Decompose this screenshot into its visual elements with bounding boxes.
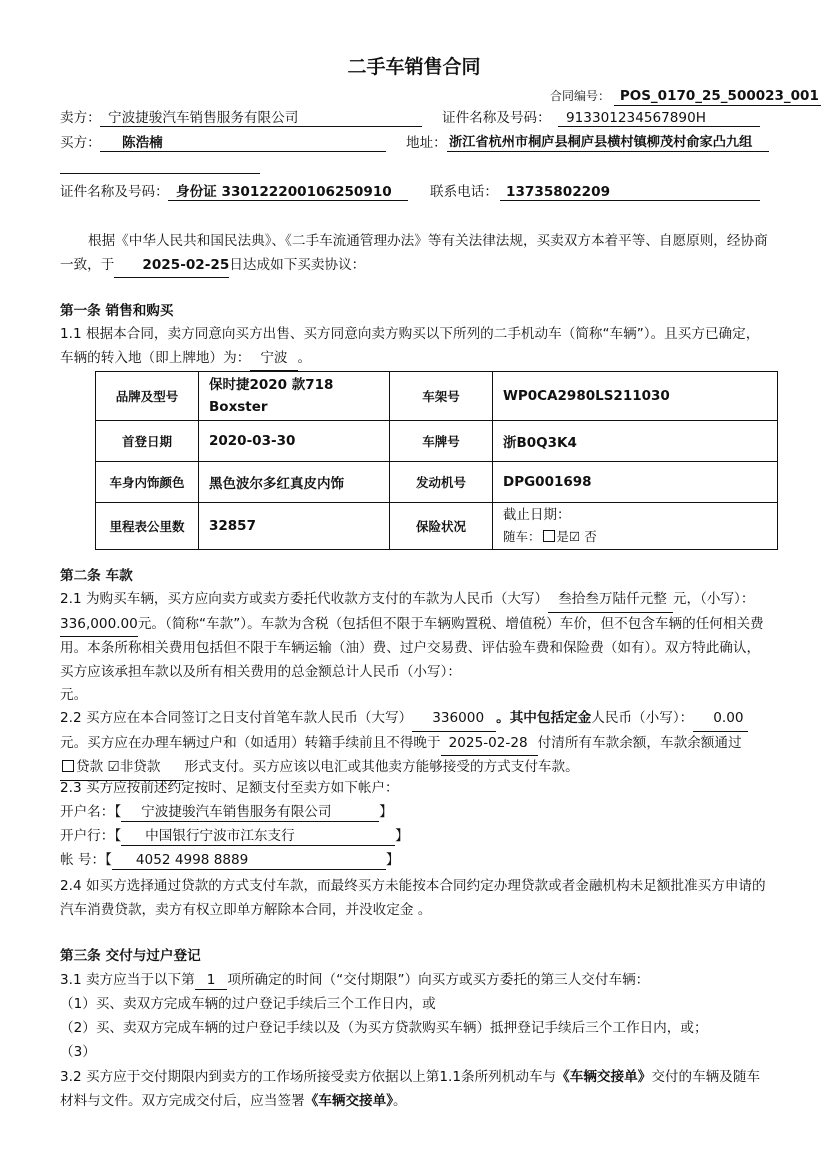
- engine-label: 发动机号: [390, 462, 493, 503]
- handover-form-ref-2: 《车辆交接单》: [304, 1092, 394, 1109]
- buyer-phone: 13735802209: [506, 184, 611, 200]
- article-3-2-text-e: 。: [393, 1092, 407, 1109]
- price-uppercase: 叁拾叁万陆仟元整: [548, 588, 673, 613]
- handover-form-ref-1: 《车辆交接单》: [556, 1069, 652, 1085]
- mileage-label: 里程表公里数: [96, 503, 199, 550]
- non-loan-label: 非贷款: [119, 759, 161, 775]
- account-number: 4052 4998 8889: [112, 851, 386, 870]
- account-name: 宁波捷骏汽车销售服务有限公司: [121, 803, 379, 822]
- plate-label: 车牌号: [390, 421, 493, 462]
- delivery-option-2: （2）买、卖双方完成车辆的过户登记手续以及（为买方贷款购买车辆）抵押登记手续后三个工作日内，或；: [60, 1020, 708, 1036]
- account-bank-row: [60, 827, 409, 846]
- buyer-name: 陈浩楠: [122, 135, 163, 151]
- insurance-deadline: 截止日期：: [503, 507, 571, 523]
- article-3-1-text-a: 3.1 卖方应当于以下第: [60, 972, 195, 988]
- seller-name: 宁波捷骏汽车销售服务有限公司: [108, 110, 299, 126]
- insurance-yes-label: 是: [556, 529, 570, 544]
- article-3-1-text: [60, 971, 649, 990]
- article-2-1-text-c: 元。（简称“车款”）。车款为含税（包括但不限于车辆购置税、增值税）车价，但不包含车辆的任何相关费用。本条所称相关费用包括但不限于车辆运输（油）费、过户交易费、评估验车费和保险费（如有）。双方特此确认，买方应该承担车款以及所有相关费用的总金额总计人民币（小写）：: [60, 615, 764, 680]
- article-2-1-paragraph: [60, 588, 772, 708]
- seller-name-underline: [100, 126, 422, 127]
- article-1-1-paragraph: [60, 323, 772, 371]
- deposit-bold-label: 。其中包括定金: [496, 710, 592, 726]
- article-2-2-text-e: 付清所有车款余额，车款余额通过: [537, 734, 742, 751]
- insurance-label: 保险状况: [390, 503, 493, 550]
- contract-number: POS_0170_25_500023_001: [614, 87, 821, 106]
- payment-method: [60, 756, 184, 781]
- brand-label: 品牌及型号: [96, 372, 199, 421]
- article-3-2-text-c: 交付的车辆及随车材料与文件。双方完成交付后，应当签署: [60, 1069, 761, 1109]
- registration-city: 宁波: [250, 347, 297, 372]
- article-2-1-text-a: 2.1 为购买车辆，买方应向卖方或卖方委托代收款方支付的车款为人民币（大写）: [60, 591, 549, 607]
- account-name-label: 开户名：【: [60, 804, 122, 820]
- account-bank: 中国银行宁波市江东支行: [121, 827, 395, 846]
- article-1-1-text: 1.1 根据本合同，卖方同意向买方出售、买方同意向卖方购买以下所列的二手机动车（简称“车辆”）。且买方已确定，车辆的转入地（即上牌地）为：: [60, 326, 760, 366]
- agreement-date: 2025-02-25: [114, 254, 229, 279]
- vehicle-info-table: [95, 371, 778, 550]
- loan-checkbox[interactable]: [62, 760, 74, 772]
- insurance-with-label: 随车：: [503, 529, 541, 544]
- article-2-2-text-a: 2.2 买方应在本合同签订之日支付首笔车款人民币（大写）: [60, 710, 413, 726]
- article-3-heading: 第三条 交付与过户登记: [60, 948, 201, 964]
- seller-label: 卖方：: [60, 110, 101, 126]
- delivery-option-3: （3）: [60, 1044, 96, 1060]
- seller-cert-number: 913301234567890H: [566, 110, 706, 126]
- balance-deadline: 2025-02-28: [441, 732, 538, 757]
- table-row: [96, 503, 778, 550]
- buyer-name-underline: [100, 151, 386, 152]
- phone-underline: [500, 200, 760, 201]
- insurance-no-label: 否: [584, 529, 597, 544]
- account-number-label: 帐 号：【: [60, 852, 112, 868]
- preamble-text-1: 根据《中华人民共和国民法典》、《二手车流通管理办法》等有关法律法规，买卖双方本着平等、自愿原则，经协商一致，于: [60, 233, 768, 273]
- article-2-heading: 第二条 车款: [60, 568, 133, 584]
- table-row: [96, 372, 778, 421]
- insurance-no-checkbox[interactable]: ☑: [569, 529, 581, 544]
- brand-model-text: 保时捷2020 款718 Boxster: [209, 377, 334, 415]
- insurance-yes-checkbox[interactable]: [543, 530, 555, 542]
- insurance-status: [493, 503, 778, 550]
- article-2-2-text-d: 元。买方应在办理车辆过户和（如适用）转籍手续前且不得晚于: [60, 734, 441, 751]
- preamble-paragraph: [60, 230, 772, 278]
- brand-model: [199, 372, 390, 421]
- article-2-2-text-f: 形式支付。买方应该以电汇或其他卖方能够接受的方式支付车款。: [184, 759, 579, 775]
- deposit-amount: 0.00: [693, 707, 747, 732]
- article-3-2-paragraph: [60, 1066, 772, 1113]
- table-row: [96, 421, 778, 462]
- non-loan-checkbox[interactable]: ☑: [107, 759, 120, 775]
- first-payment: 336000: [412, 707, 496, 732]
- mileage-value: 32857: [199, 503, 390, 550]
- article-2-1-text-d: 元。: [60, 687, 88, 703]
- account-name-row: [60, 803, 393, 822]
- delivery-option-1: （1）买、卖双方完成车辆的过户登记手续后三个工作日内，或: [60, 996, 436, 1012]
- seller-cert-underline: [558, 126, 760, 127]
- color-value: 黑色波尔多红真皮内饰: [199, 462, 390, 503]
- document-title: 二手车销售合同: [347, 56, 481, 78]
- article-3-2-text-a: 3.2 买方应于交付期限内到卖方的工作场所接受卖方依据以上第1.1条所列机动车与: [60, 1069, 557, 1085]
- color-label: 车身内饰颜色: [96, 462, 199, 503]
- seller-cert-label: 证件名称及号码：: [442, 110, 551, 126]
- article-3-1-text-b: 项所确定的时间（“交付期限”）向买方或买方委托的第三人交付车辆：: [227, 972, 650, 988]
- address-continuation-underline: [60, 173, 260, 174]
- vin-label: 车架号: [390, 372, 493, 421]
- buyer-address: 浙江省杭州市桐庐县桐庐县横村镇柳茂村俞家凸九组: [449, 135, 753, 150]
- phone-label: 联系电话：: [430, 184, 498, 200]
- table-row: [96, 462, 778, 503]
- buyer-label: 买方：: [60, 135, 101, 151]
- plate-value: 浙B0Q3K4: [493, 421, 778, 462]
- article-1-heading: 第一条 销售和购买: [60, 303, 174, 319]
- bracket-close: 】: [385, 852, 400, 868]
- address-underline: [447, 151, 769, 152]
- address-label: 地址：: [406, 135, 447, 151]
- contract-number-row: [550, 87, 821, 106]
- loan-label: 贷款: [76, 759, 104, 775]
- reg-date-label: 首登日期: [96, 421, 199, 462]
- bracket-close: 】: [395, 828, 409, 844]
- engine-value: DPG001698: [493, 462, 778, 503]
- article-2-2-text-c: 人民币（小写）：: [591, 710, 694, 726]
- buyer-cert-label: 证件名称及号码：: [60, 184, 169, 200]
- article-2-1-text-b: 元，（小写）：: [672, 591, 755, 607]
- delivery-option-number: 1: [195, 971, 228, 990]
- bracket-close: 】: [379, 804, 393, 820]
- account-number-row: [60, 851, 400, 870]
- insurance-with-car: [503, 526, 767, 547]
- preamble-text-2: 日达成如下买卖协议：: [229, 256, 366, 273]
- article-2-4-paragraph: 2.4 如买方选择通过贷款的方式支付车款，而最终买方未能按本合同约定办理贷款或者金融机构未足额批准买方申请的汽车消费贷款，卖方有权立即单方解除本合同，并没收定金 。: [60, 878, 766, 918]
- reg-date-value: 2020-03-30: [199, 421, 390, 462]
- buyer-cert: 身份证 330122200106250910: [176, 184, 392, 200]
- buyer-cert-underline: [168, 200, 408, 201]
- article-2-3-text: 2.3 买方应按前述约定按时、足额支付至卖方如下帐户：: [60, 780, 399, 796]
- article-1-1-end: 。: [297, 349, 312, 366]
- account-bank-label: 开户行：【: [60, 828, 122, 844]
- vin-value: WP0CA2980LS211030: [493, 372, 778, 421]
- price-numeric: 336,000.00: [60, 613, 138, 638]
- article-2-2-paragraph: [60, 707, 772, 781]
- contract-number-label: 合同编号：: [550, 89, 611, 103]
